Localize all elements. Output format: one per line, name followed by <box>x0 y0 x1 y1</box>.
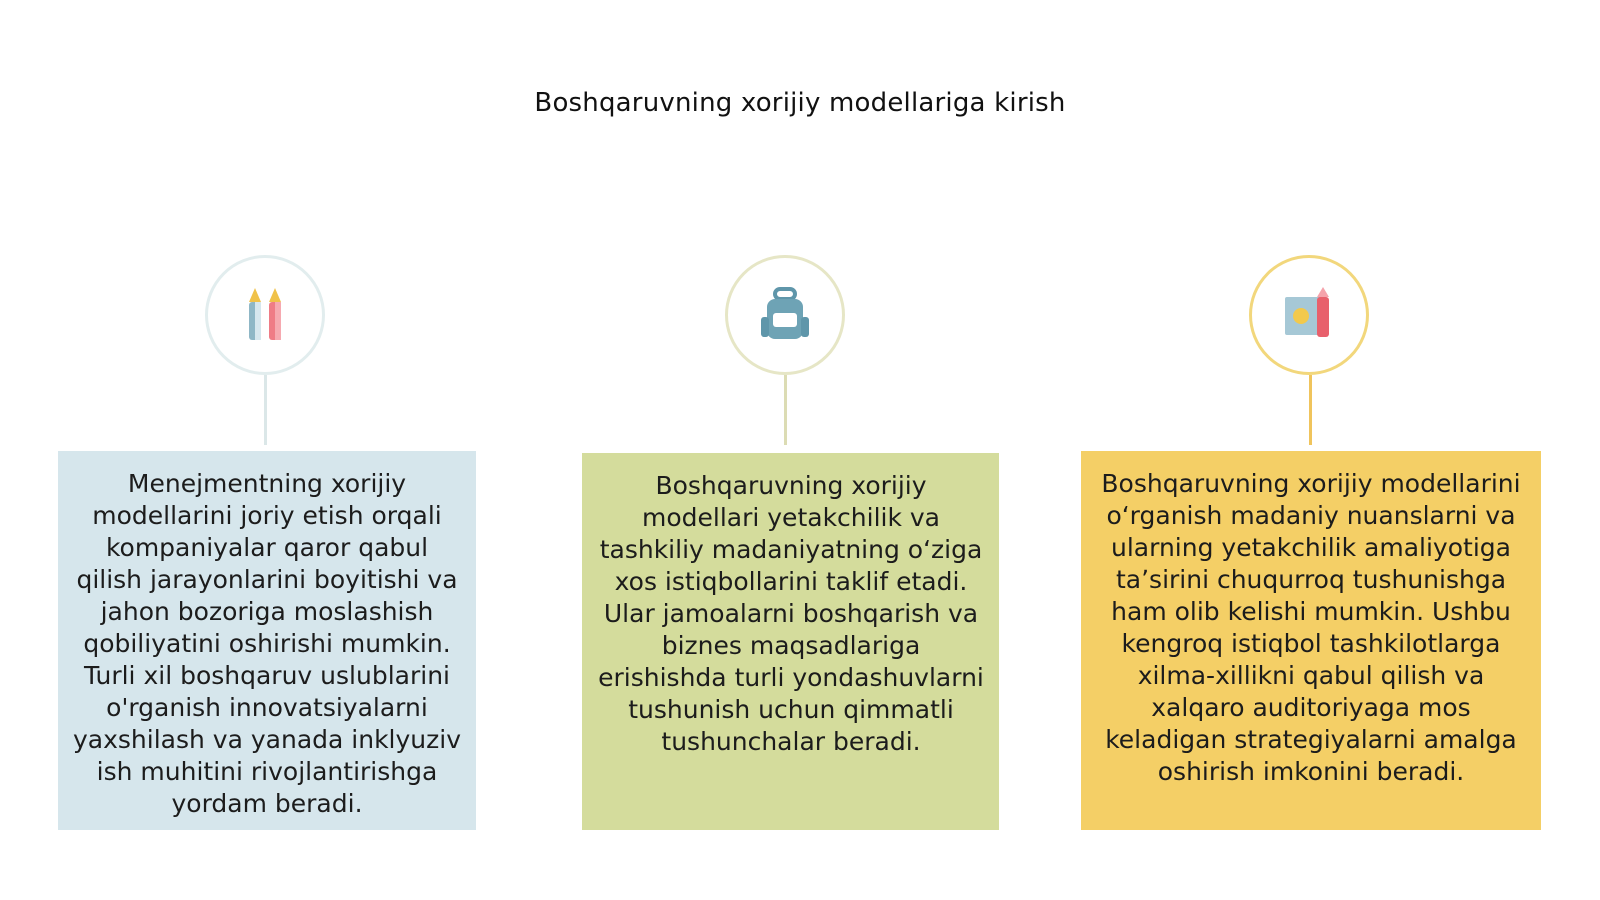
pencils-icon <box>235 280 295 350</box>
icon-circle-1 <box>205 255 325 375</box>
connector-line-3 <box>1309 375 1312 445</box>
slide-title: Boshqaruvning xorijiy modellariga kirish <box>534 88 1066 118</box>
card-text-2: Boshqaruvning xorijiy modellari yetakchilik va tashkiliy madaniyatning oʻziga xos istiqbollarini taklif etadi. Ular jamoalarni boshqarish va biznes maqsadlariga erishishda turli yondashuvlarni tushunish uchun qimmatli tushunchalar beradi. <box>598 471 984 756</box>
connector-line-1 <box>264 375 267 445</box>
icon-circle-3 <box>1249 255 1369 375</box>
canvas-paint-icon <box>1277 283 1341 347</box>
card-text-3: Boshqaruvning xorijiy modellarini oʻrganish madaniy nuanslarni va ularning yetakchilik amaliyotiga taʼsirini chuqurroq tushunishga ham olib kelishi mumkin. Ushbu kengroq istiqbol tashkilotlarga xilma-xillikni qabul qilish va xalqaro auditoriyaga mos keladigan strategiyalarni amalga oshirish imkonini beradi. <box>1101 469 1521 786</box>
backpack-icon <box>753 283 817 347</box>
connector-line-2 <box>784 375 787 445</box>
icon-circle-2 <box>725 255 845 375</box>
card-text-1: Menejmentning xorijiy modellarini joriy etish orqali kompaniyalar qaror qabul qilish jarayonlarini boyitishi va jahon bozoriga moslashish qobiliyatini oshirishi mumkin. Turli xil boshqaruv uslublarini o'rganish innovatsiyalarni yaxshilash va yanada inklyuziv ish muhitini rivojlantirishga yordam beradi. <box>73 469 462 818</box>
